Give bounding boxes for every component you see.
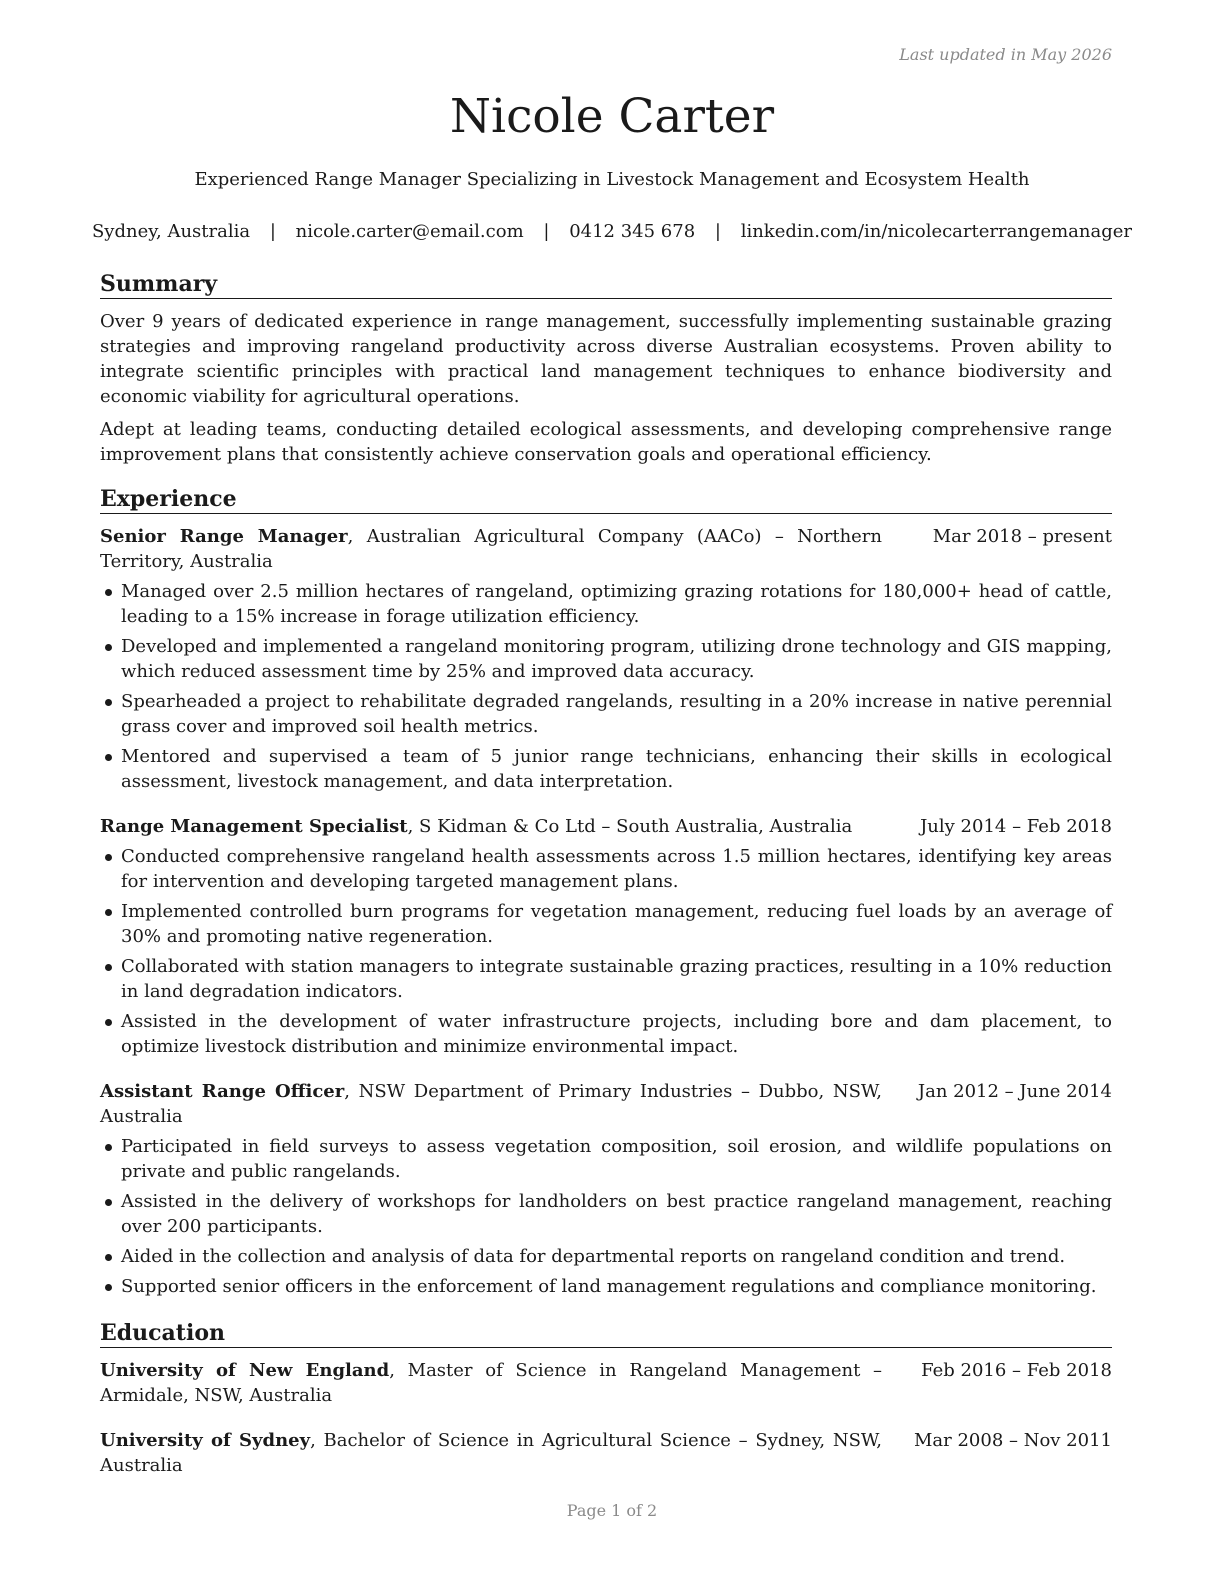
contact-location: Sydney, Australia bbox=[91, 221, 251, 242]
resume-content bbox=[100, 270, 1112, 1498]
job-bullets bbox=[100, 579, 1112, 794]
education-dates: Mar 2008 – Nov 2011 bbox=[913, 1430, 1112, 1451]
contact-separator: | bbox=[269, 221, 276, 242]
job-bullets bbox=[100, 844, 1112, 1059]
education-details: , Bachelor of Science in Agricultural Science – Sydney, NSW, Australia bbox=[100, 1430, 882, 1476]
education-institution: University of Sydney bbox=[100, 1430, 311, 1451]
education-entry bbox=[100, 1428, 1112, 1478]
summary-paragraph: Adept at leading teams, conducting detailed ecological assessments, and developing comprehensive range improvement plans that consistently achieve conservation goals and operational efficiency. bbox=[100, 419, 1112, 465]
job-bullet: Implemented controlled burn programs for vegetation management, reducing fuel loads by an average of 30% and promoting native regeneration. bbox=[100, 899, 1112, 949]
job-bullet: Supported senior officers in the enforcement of land management regulations and compliance monitoring. bbox=[100, 1274, 1112, 1299]
job-bullet: Developed and implemented a rangeland monitoring program, utilizing drone technology and GIS mapping, which reduced assessment time by 25% and improved data accuracy. bbox=[100, 634, 1112, 684]
job-bullet: Aided in the collection and analysis of data for departmental reports on rangeland condition and trend. bbox=[100, 1244, 1112, 1269]
job-bullets bbox=[100, 1134, 1112, 1299]
page-number: Page 1 of 2 bbox=[566, 1501, 658, 1520]
job-header bbox=[100, 1079, 1112, 1129]
job-details: , NSW Department of Primary Industries – Dubbo, NSW, Australia bbox=[100, 1081, 883, 1127]
job-entry bbox=[100, 1079, 1112, 1299]
contact-separator: | bbox=[543, 221, 550, 242]
job-header bbox=[100, 524, 1112, 574]
job-bullet: Assisted in the delivery of workshops for landholders on best practice rangeland management, reaching over 200 participants. bbox=[100, 1189, 1112, 1239]
section-title-experience: Experience bbox=[100, 485, 1112, 514]
contact-phone: 0412 345 678 bbox=[569, 221, 696, 242]
education-header bbox=[100, 1428, 1112, 1478]
summary-section bbox=[100, 270, 1112, 467]
job-dates: July 2014 – Feb 2018 bbox=[920, 816, 1112, 837]
experience-section bbox=[100, 485, 1112, 1299]
education-details: , Master of Science in Rangeland Management – Armidale, NSW, Australia bbox=[100, 1360, 883, 1406]
candidate-name: Nicole Carter bbox=[449, 89, 775, 144]
summary-paragraph: Over 9 years of dedicated experience in range management, successfully implementing sustainable grazing strategies and improving rangeland productivity across diverse Australian ecosystems. Proven ability to integrate scientific principles with practical land management techniques to enhance biodiversity and economic viability for agricultural operations. bbox=[100, 311, 1112, 407]
last-updated-label: Last updated in May 2026 bbox=[899, 45, 1112, 64]
section-title-education: Education bbox=[100, 1319, 1112, 1348]
job-entry bbox=[100, 814, 1112, 1059]
contact-email-link[interactable]: nicole.carter@email.com bbox=[295, 221, 524, 242]
job-bullet: Assisted in the development of water infrastructure projects, including bore and dam placement, to optimize livestock distribution and minimize environmental impact. bbox=[100, 1009, 1112, 1059]
education-institution: University of New England bbox=[100, 1360, 390, 1381]
job-bullet: Spearheaded a project to rehabilitate degraded rangelands, resulting in a 20% increase in native perennial grass cover and improved soil health metrics. bbox=[100, 689, 1112, 739]
education-header bbox=[100, 1358, 1112, 1408]
contact-linkedin-link[interactable]: linkedin.com/in/nicolecarterrangemanager bbox=[740, 221, 1133, 242]
section-title-summary: Summary bbox=[100, 270, 1112, 299]
job-role: Range Management Specialist bbox=[100, 816, 408, 837]
job-dates: Mar 2018 – present bbox=[932, 526, 1112, 547]
job-header bbox=[100, 814, 1112, 839]
candidate-headline: Experienced Range Manager Specializing in Livestock Management and Ecosystem Health bbox=[194, 169, 1030, 190]
job-bullet: Mentored and supervised a team of 5 junior range technicians, enhancing their skills in ecological assessment, livestock management, and data interpretation. bbox=[100, 744, 1112, 794]
job-details: , Australian Agricultural Company (AACo) – Northern Territory, Australia bbox=[100, 526, 883, 572]
job-bullet: Participated in field surveys to assess vegetation composition, soil erosion, and wildlife populations on private and public rangelands. bbox=[100, 1134, 1112, 1184]
job-entry bbox=[100, 524, 1112, 794]
job-role: Senior Range Manager bbox=[100, 526, 348, 547]
job-role: Assistant Range Officer bbox=[100, 1081, 345, 1102]
job-details: , S Kidman & Co Ltd – South Australia, Australia bbox=[407, 816, 853, 837]
job-bullet: Conducted comprehensive rangeland health assessments across 1.5 million hectares, identifying key areas for intervention and developing targeted management plans. bbox=[100, 844, 1112, 894]
job-bullet: Collaborated with station managers to integrate sustainable grazing practices, resulting in a 10% reduction in land degradation indicators. bbox=[100, 954, 1112, 1004]
job-bullet: Managed over 2.5 million hectares of rangeland, optimizing grazing rotations for 180,000+ head of cattle, leading to a 15% increase in forage utilization efficiency. bbox=[100, 579, 1112, 629]
contact-line bbox=[0, 220, 1224, 244]
education-section bbox=[100, 1319, 1112, 1478]
education-dates: Feb 2016 – Feb 2018 bbox=[921, 1360, 1112, 1381]
education-entry bbox=[100, 1358, 1112, 1408]
contact-separator: | bbox=[714, 221, 721, 242]
job-dates: Jan 2012 – June 2014 bbox=[917, 1081, 1112, 1102]
